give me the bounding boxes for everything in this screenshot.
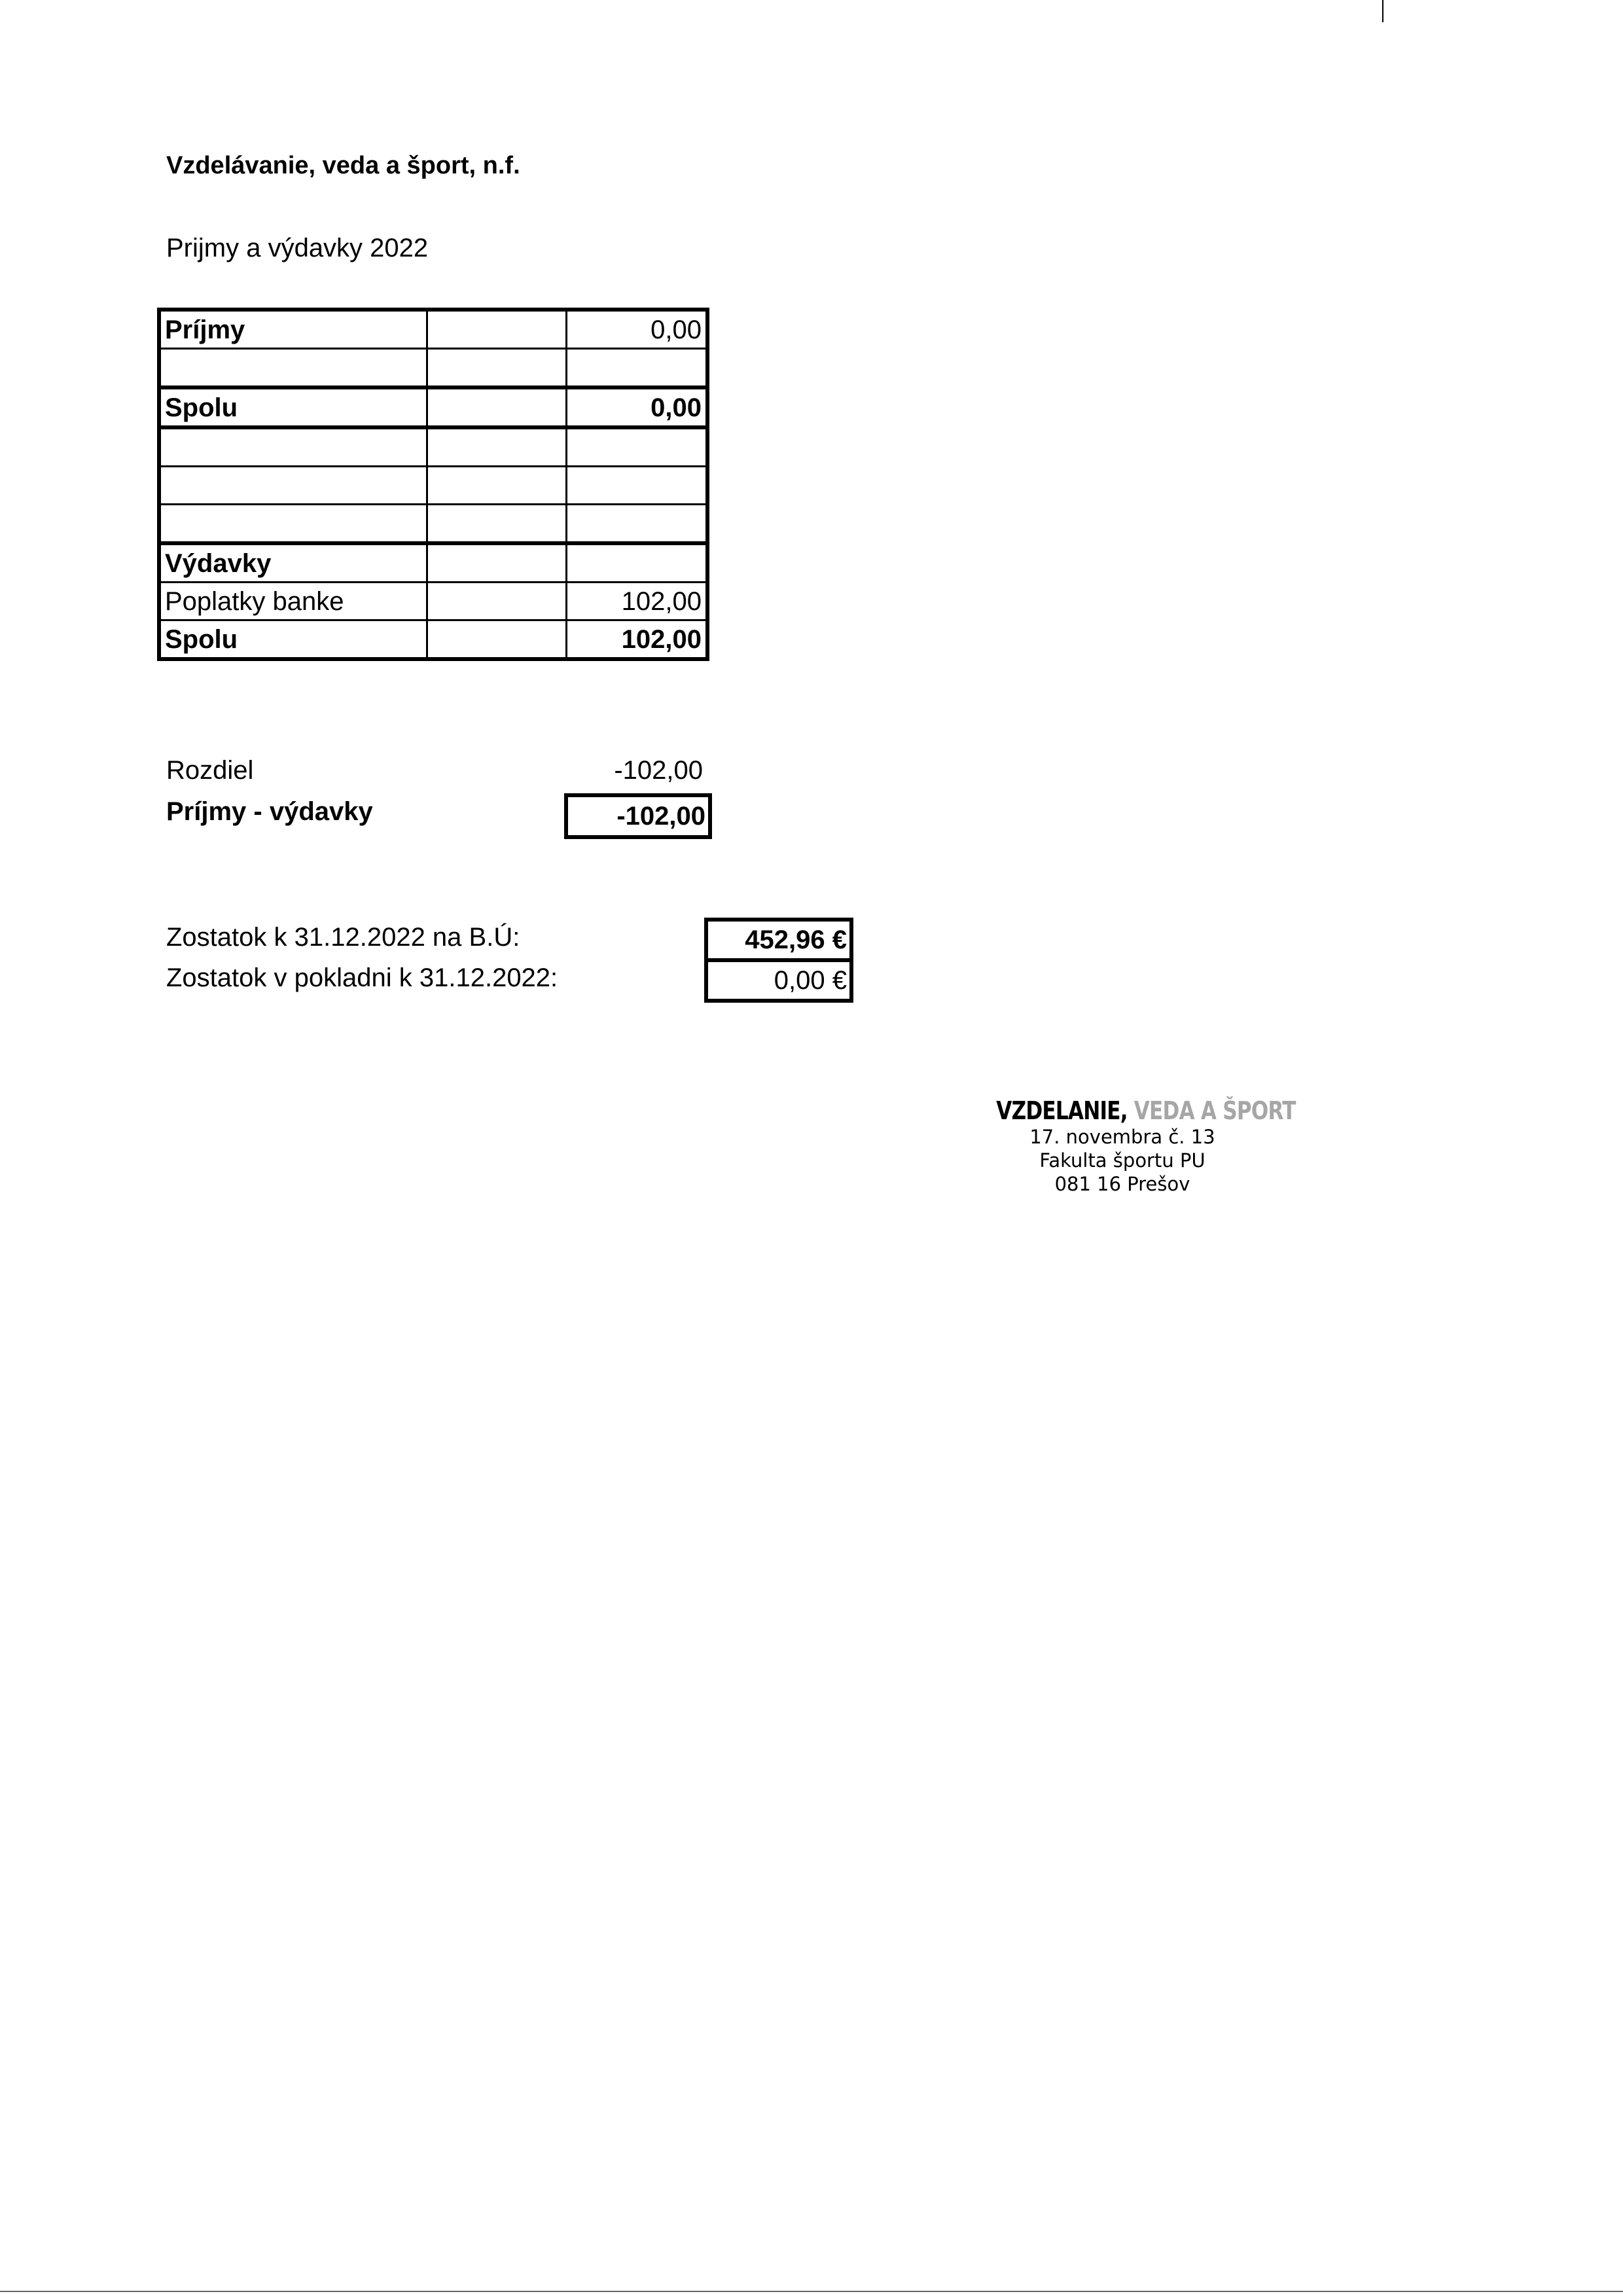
- row-label: Spolu: [159, 620, 427, 660]
- row-label: [159, 505, 427, 544]
- row-value: 0,00: [566, 310, 707, 349]
- row-mid: [427, 505, 567, 544]
- income-minus-expense-value: -102,00: [564, 793, 712, 839]
- row-mid: [427, 427, 567, 467]
- stamp-line-1: [996, 1096, 1296, 1125]
- rozdiel-label: Rozdiel: [166, 756, 254, 785]
- row-label: [159, 349, 427, 388]
- row-mid: [427, 467, 567, 505]
- table-row: [159, 467, 707, 505]
- row-value: 102,00: [566, 583, 707, 620]
- row-value: [566, 467, 707, 505]
- bottom-scan-edge: [0, 2291, 1623, 2292]
- table-row: [159, 310, 707, 349]
- rozdiel-value: -102,00: [614, 756, 703, 785]
- table-row: [159, 387, 707, 427]
- stamp-faculty: Fakulta športu PU: [1039, 1149, 1205, 1172]
- document-subtitle: Prijmy a výdavky 2022: [166, 234, 429, 262]
- table-row: [159, 543, 707, 583]
- row-value: 0,00: [566, 387, 707, 427]
- row-label: Príjmy: [159, 310, 427, 349]
- row-value: [566, 505, 707, 544]
- table-row: [159, 505, 707, 544]
- stamp-name: VZDELANIE,: [996, 1096, 1128, 1125]
- row-label: Výdavky: [159, 543, 427, 583]
- organization-stamp: [969, 1096, 1296, 1196]
- stamp-city: 081 16 Prešov: [1054, 1173, 1190, 1195]
- organization-name: Vzdelávanie, veda a šport, n.f.: [166, 152, 520, 179]
- row-value: 102,00: [566, 620, 707, 660]
- table-row: [159, 620, 707, 660]
- row-mid: [427, 543, 567, 583]
- cash-balance-value: 0,00 €: [704, 958, 853, 1003]
- row-mid: [427, 583, 567, 620]
- bank-balance-label: Zostatok k 31.12.2022 na B.Ú:: [166, 923, 520, 952]
- cash-balance-label: Zostatok v pokladni k 31.12.2022:: [166, 963, 558, 992]
- stamp-name-faded: VEDA A ŠPORT: [1133, 1096, 1296, 1125]
- row-label: Spolu: [159, 387, 427, 427]
- row-mid: [427, 310, 567, 349]
- row-label: [159, 467, 427, 505]
- table-row: [159, 583, 707, 620]
- row-mid: [427, 349, 567, 388]
- table-row: [159, 349, 707, 388]
- row-mid: [427, 620, 567, 660]
- table-row: [159, 427, 707, 467]
- row-value: [566, 543, 707, 583]
- income-expense-table: [157, 308, 709, 661]
- row-value: [566, 427, 707, 467]
- bank-balance-value: 452,96 €: [704, 918, 853, 962]
- row-label: [159, 427, 427, 467]
- scan-mark: [1382, 0, 1383, 22]
- row-label: Poplatky banke: [159, 583, 427, 620]
- stamp-street: 17. novembra č. 13: [1029, 1126, 1215, 1148]
- row-mid: [427, 387, 567, 427]
- row-value: [566, 349, 707, 388]
- income-minus-expense-label: Príjmy - výdavky: [166, 797, 373, 826]
